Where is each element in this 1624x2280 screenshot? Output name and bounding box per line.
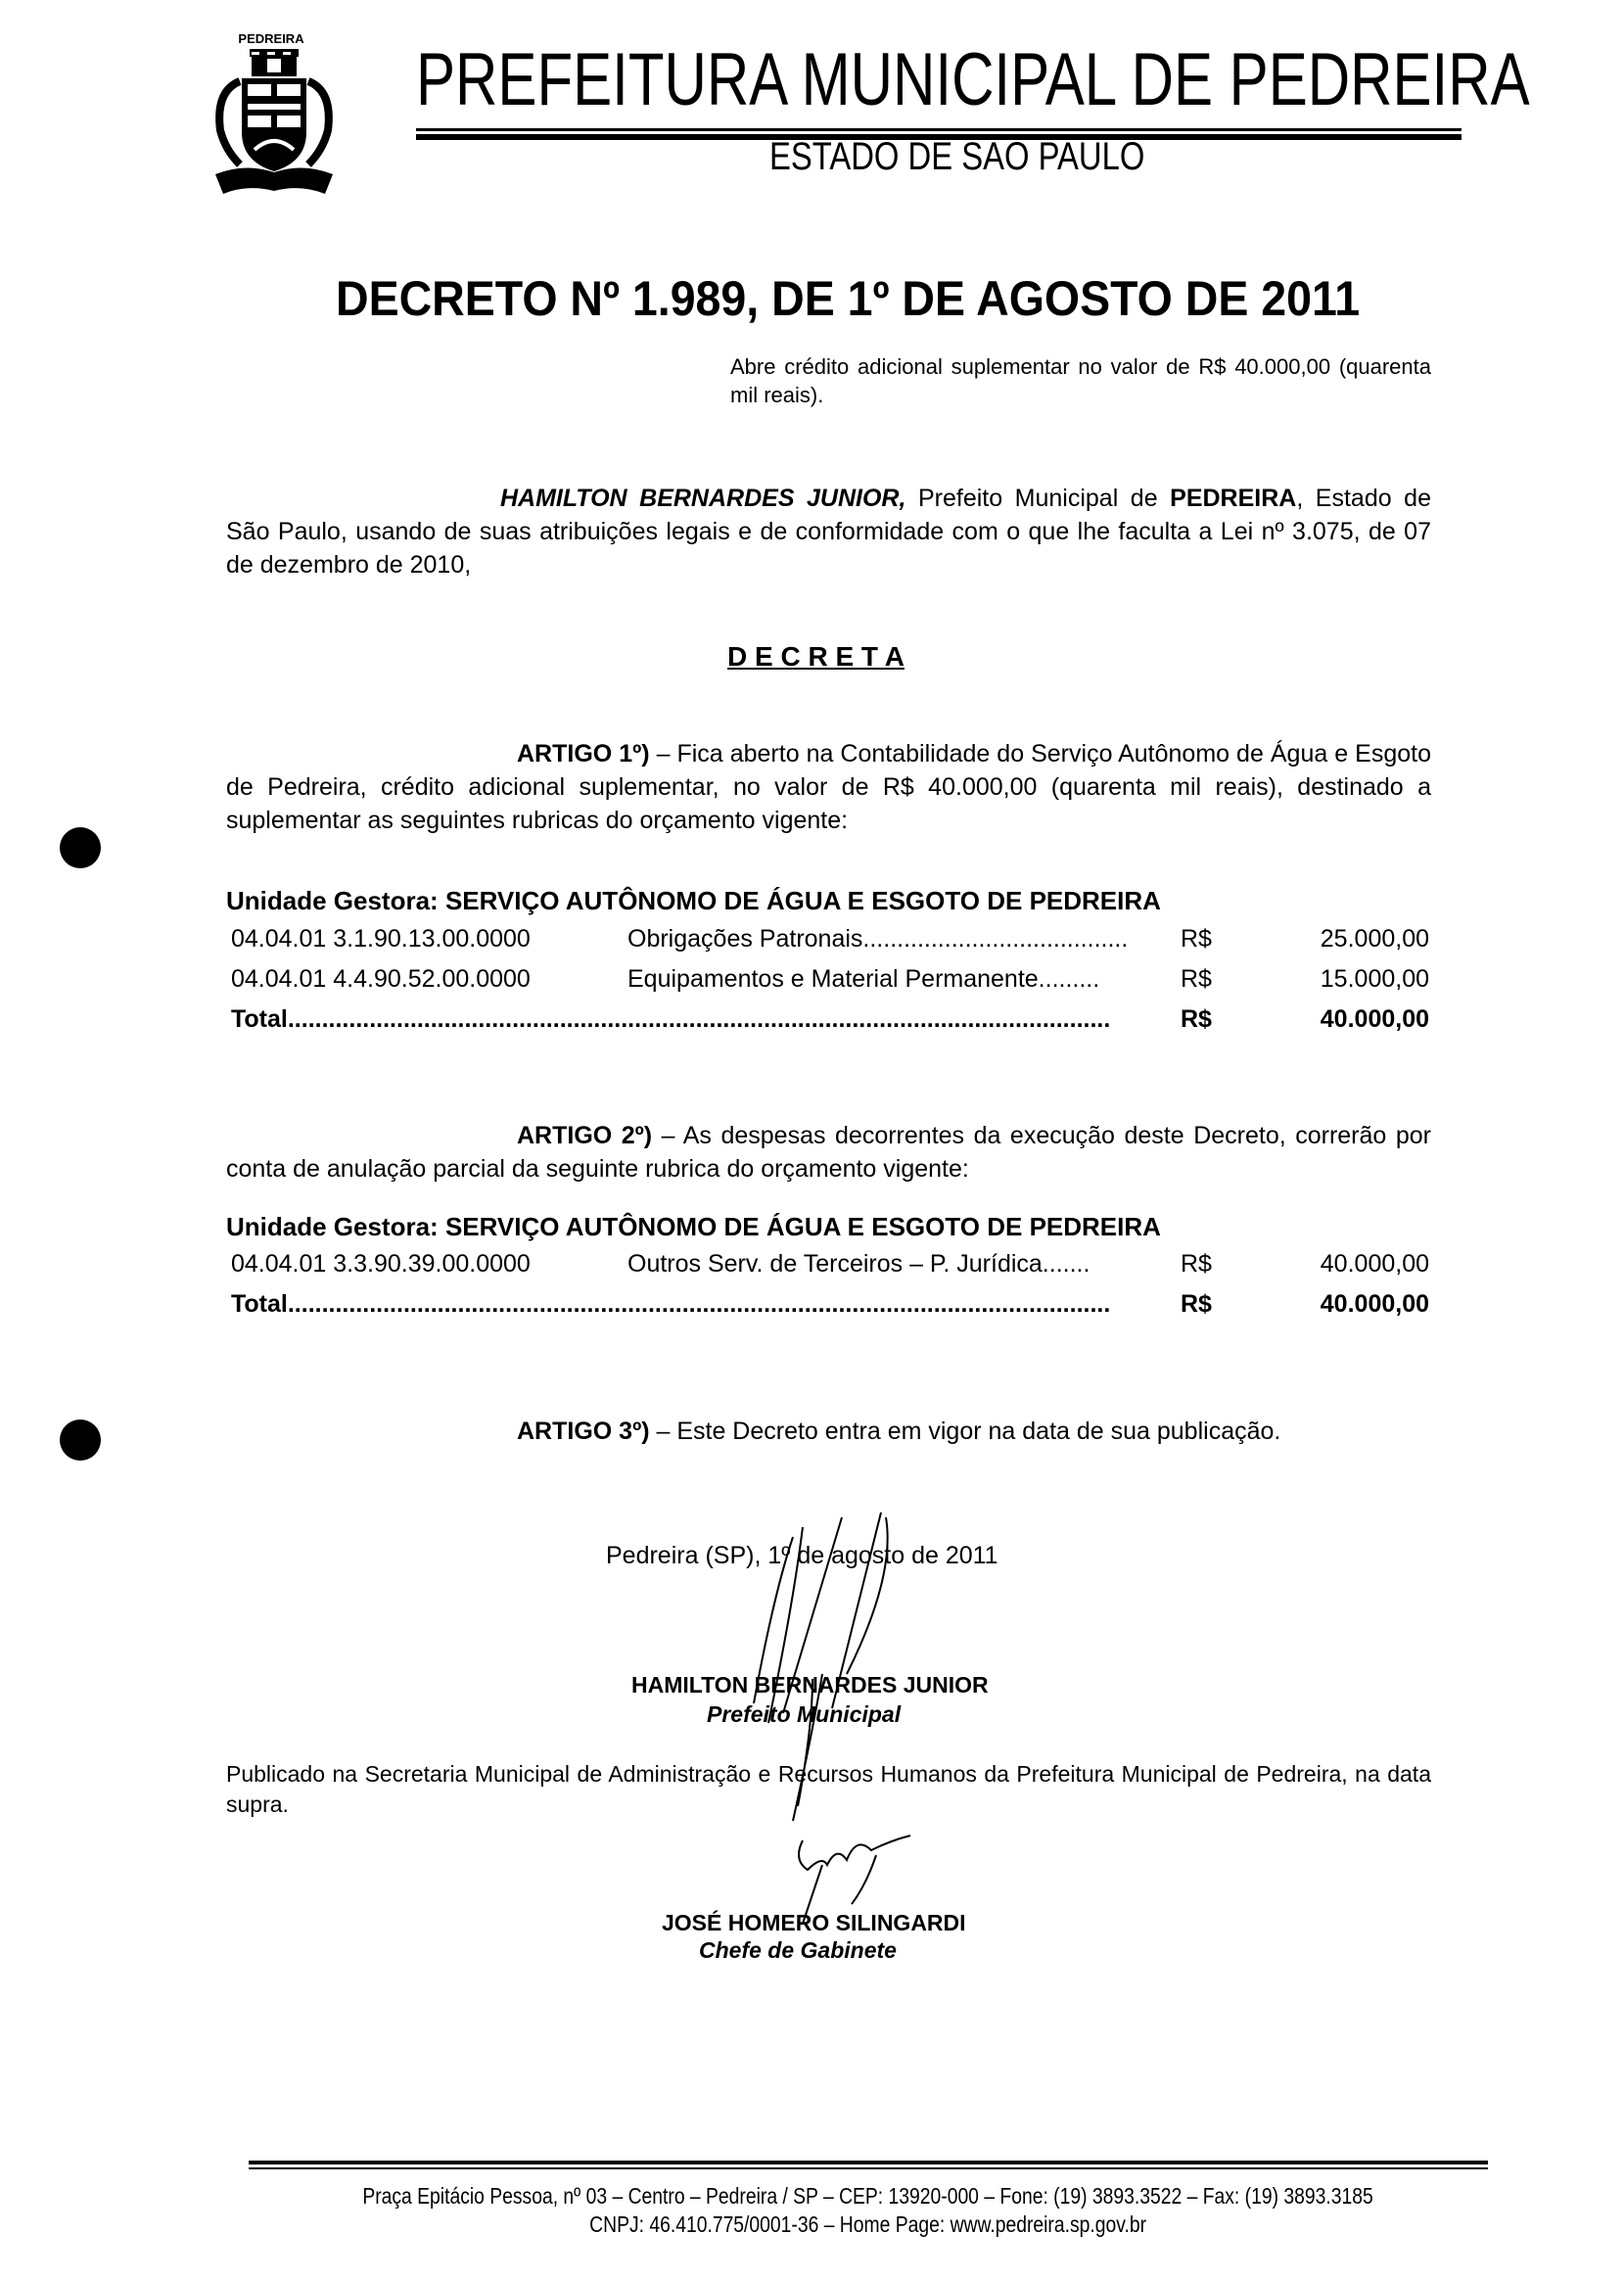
footer-cnpj-text: CNPJ: 46.410.775/0001-36 – Home Page: www.pedreira.sp.gov.br bbox=[589, 2211, 1147, 2237]
amount: 15.000,00 bbox=[1320, 965, 1429, 993]
article-2-label: ARTIGO 2º) bbox=[517, 1122, 653, 1149]
heading-label: Unidade Gestora: bbox=[226, 886, 439, 915]
place-date: Pedreira (SP), 1º de agosto de 2011 bbox=[606, 1542, 998, 1569]
total-label: Total......................................................................................................................... bbox=[231, 1005, 1111, 1033]
footer-address bbox=[249, 2183, 1488, 2210]
currency: R$ bbox=[1181, 925, 1212, 953]
total-amount: 40.000,00 bbox=[1320, 1290, 1429, 1318]
svg-text:PEDREIRA: PEDREIRA bbox=[238, 31, 304, 46]
budget-description: Obrigações Patronais....................................... bbox=[627, 925, 1129, 953]
article-3-text: – Este Decreto entra em vigor na data de sua publicação. bbox=[649, 1418, 1281, 1445]
signatory-2-role: Chefe de Gabinete bbox=[699, 1937, 897, 1963]
header-rule-thin bbox=[416, 128, 1462, 131]
amount: 40.000,00 bbox=[1320, 1250, 1429, 1278]
table-row bbox=[231, 965, 1429, 999]
heading-value: SERVIÇO AUTÔNOMO DE ÁGUA E ESGOTO DE PEDREIRA bbox=[438, 886, 1161, 915]
article-3 bbox=[517, 1415, 1280, 1448]
heading-label: Unidade Gestora: bbox=[226, 1212, 439, 1241]
mayor-name: HAMILTON BERNARDES JUNIOR, bbox=[500, 485, 906, 512]
decreta-heading: D E C R E T A bbox=[727, 641, 905, 672]
punch-hole bbox=[60, 1419, 101, 1461]
article-1-label: ARTIGO 1º) bbox=[517, 740, 650, 768]
table-total-row bbox=[231, 1005, 1429, 1039]
signatory-2-name: JOSÉ HOMERO SILINGARDI bbox=[662, 1910, 966, 1935]
publication-note: Publicado na Secretaria Municipal de Administração e Recursos Humanos da Prefeitura Municipal de Pedreira, na data supra. bbox=[226, 1761, 1431, 1817]
footer-address-text: Praça Epitácio Pessoa, nº 03 – Centro – Pedreira / SP – CEP: 13920-000 – Fone: (19) 3893.3522 – Fax: (19) 3893.3185 bbox=[362, 2183, 1374, 2209]
article-1 bbox=[226, 737, 1431, 837]
budget-description: Outros Serv. de Terceiros – P. Jurídica....... bbox=[627, 1250, 1090, 1278]
article-3-label: ARTIGO 3º) bbox=[517, 1418, 650, 1445]
signatory-1-role: Prefeito Municipal bbox=[707, 1701, 902, 1727]
decree-summary: Abre crédito adicional suplementar no valor de R$ 40.000,00 (quarenta mil reais). bbox=[730, 354, 1431, 407]
table-row bbox=[231, 925, 1429, 958]
decree-title: DECRETO Nº 1.989, DE 1º DE AGOSTO DE 2011 bbox=[336, 271, 1361, 326]
budget-code: 04.04.01 4.4.90.52.00.0000 bbox=[231, 965, 531, 993]
preamble-text: Prefeito Municipal de bbox=[905, 485, 1171, 512]
currency: R$ bbox=[1181, 965, 1212, 993]
table1-heading bbox=[226, 886, 1161, 916]
header-subtitle: ESTADO DE SÃO PAULO bbox=[769, 135, 1145, 178]
signatory-1-name: HAMILTON BERNARDES JUNIOR bbox=[631, 1672, 989, 1698]
budget-code: 04.04.01 3.1.90.13.00.0000 bbox=[231, 925, 531, 953]
total-amount: 40.000,00 bbox=[1320, 1005, 1429, 1033]
budget-description: Equipamentos e Material Permanente......... bbox=[627, 965, 1100, 993]
punch-hole bbox=[60, 827, 101, 868]
table-total-row bbox=[231, 1290, 1429, 1324]
preamble bbox=[226, 482, 1431, 582]
total-label: Total......................................................................................................................... bbox=[231, 1290, 1111, 1318]
currency: R$ bbox=[1181, 1005, 1212, 1033]
table-row bbox=[231, 1250, 1429, 1283]
city-name: PEDREIRA bbox=[1170, 485, 1297, 512]
footer-rule-thick bbox=[249, 2161, 1488, 2164]
amount: 25.000,00 bbox=[1320, 925, 1429, 953]
article-2 bbox=[226, 1119, 1431, 1186]
header-title: PREFEITURA MUNICIPAL DE PEDREIRA bbox=[416, 38, 1530, 121]
footer-cnpj bbox=[249, 2211, 1488, 2238]
city-crest-logo bbox=[201, 27, 392, 199]
budget-code: 04.04.01 3.3.90.39.00.0000 bbox=[231, 1250, 531, 1278]
footer-rule-thin bbox=[249, 2167, 1488, 2169]
article-1-text: – Fica aberto na Contabilidade do Serviço Autônomo de Água e Esgoto de Pedreira, crédito adicional suplementar, no valor de R$ 40.000,00 (quarenta mil reais), destinado a suplementar as seguintes rubricas do orçamento vigente: bbox=[226, 740, 1431, 834]
article-2-text: – As despesas decorrentes da execução deste Decreto, correrão por conta de anulação parcial da seguinte rubrica do orçamento vigente: bbox=[226, 1122, 1431, 1183]
currency: R$ bbox=[1181, 1290, 1212, 1318]
preamble-text-cont: , Estado de São Paulo, usando de suas atribuições legais e de conformidade com o que lhe faculta a Lei nº 3.075, de 07 de dezembro de 2010, bbox=[226, 485, 1431, 579]
table2-heading bbox=[226, 1212, 1161, 1242]
heading-value: SERVIÇO AUTÔNOMO DE ÁGUA E ESGOTO DE PEDREIRA bbox=[438, 1212, 1161, 1241]
currency: R$ bbox=[1181, 1250, 1212, 1278]
